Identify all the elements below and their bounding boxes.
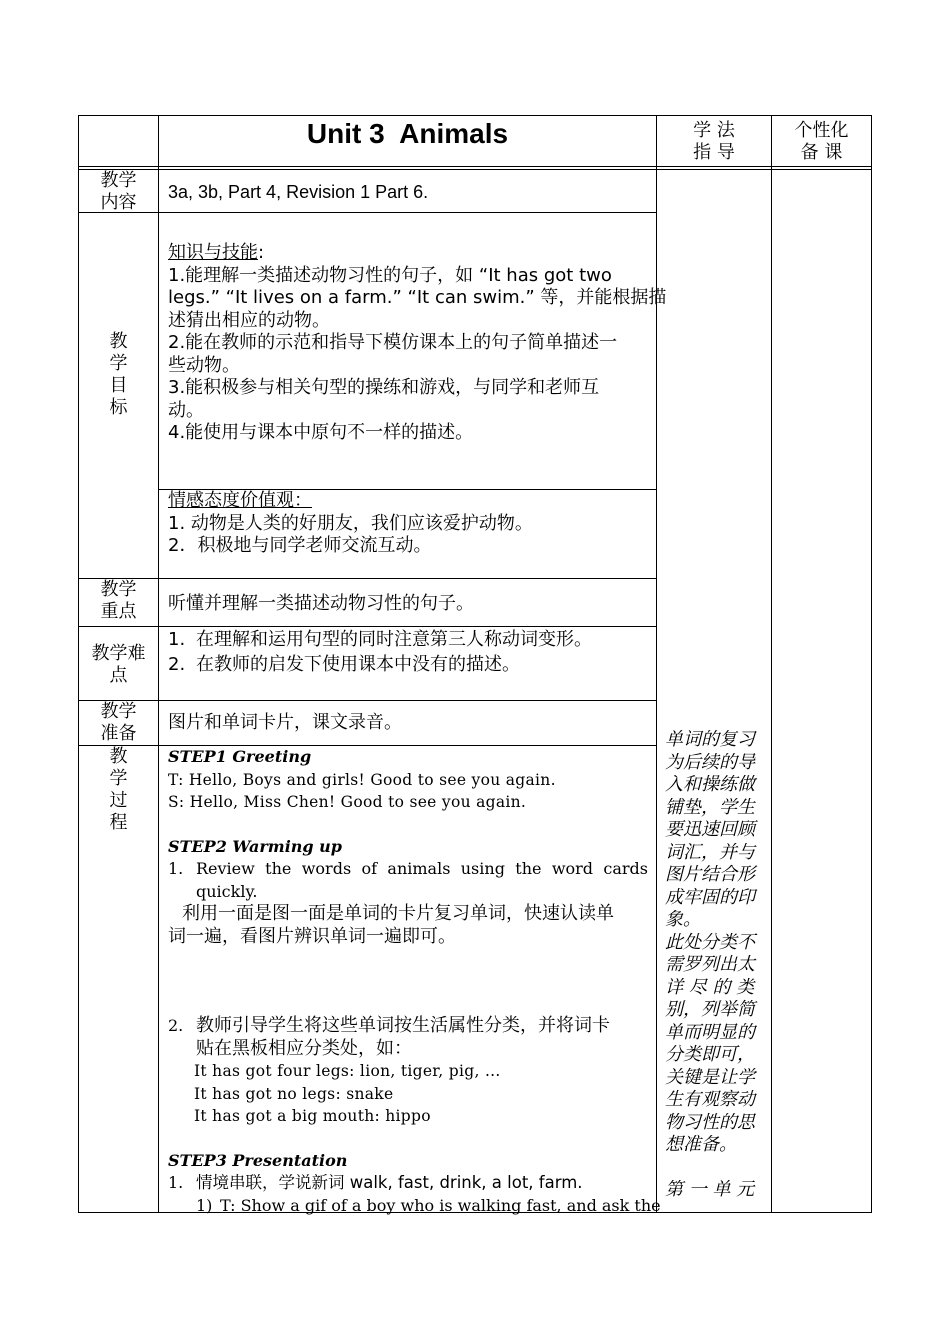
personal-column-header <box>772 120 871 164</box>
guide-note-line <box>665 1157 765 1180</box>
rule-header-bottom-2 <box>78 169 872 170</box>
knowledge-line: 动。 <box>168 399 204 421</box>
content-label-line-2: 内容 <box>100 192 137 213</box>
rule-content-bottom <box>78 212 656 213</box>
guide-note-line: 分类即可， <box>665 1044 755 1065</box>
rule-right <box>871 115 872 1212</box>
difficulties-list <box>168 627 648 677</box>
personal-header-line-2: 备 课 <box>800 142 843 163</box>
process-label <box>79 746 158 834</box>
knowledge-section <box>168 242 667 445</box>
step3-sub-1-text: T: Show a gif of a boy who is walking fast, and ask the <box>220 1195 661 1215</box>
knowledge-heading: 知识与技能 <box>168 242 258 263</box>
guide-header-line-2: 指 导 <box>693 142 735 163</box>
process-label-char: 程 <box>109 812 128 833</box>
rule-objectives-bottom <box>78 578 656 579</box>
guide-note-line: 图片结合形 <box>665 864 755 885</box>
keypoints-label-line-2: 重点 <box>100 601 137 622</box>
guide-note-line: 单而明显的 <box>665 1021 755 1043</box>
guide-note-line: 关键是让学 <box>665 1066 755 1088</box>
content-label-line-1: 教学 <box>100 170 137 191</box>
guide-note-line: 物习性的思 <box>665 1111 755 1133</box>
guide-note-line: 想准备。 <box>665 1134 737 1155</box>
step3-title: STEP3 Presentation <box>168 1150 348 1170</box>
content-text: 3a, 3b, Part 4, Revision 1 Part 6. <box>168 182 429 202</box>
preparation-label <box>79 701 158 745</box>
step1-title: STEP1 Greeting <box>168 747 312 766</box>
objectives-label-char: 目 <box>109 375 128 396</box>
difficulties-label-line-2: 点 <box>109 665 128 686</box>
knowledge-line: 1.能理解一类描述动物习性的句子，如 “It has got two <box>168 264 612 286</box>
process-content <box>168 746 661 1217</box>
step3-sub-1-num: 1) <box>196 1195 213 1215</box>
process-label-char: 过 <box>109 790 128 811</box>
step2-item-1-cn-line-1: 利用一面是图一面是单词的卡片复习单词，快速认读单 <box>182 903 614 924</box>
rule-guide-col <box>656 115 657 1212</box>
rule-difficulties-bottom <box>78 700 656 701</box>
example-line: It has got no legs: snake <box>194 1084 394 1103</box>
step2-item-1-line-1: Review the words of animals using the word cards <box>196 859 648 878</box>
attitude-line: 1. 动物是人类的好朋友，我们应该爱护动物。 <box>168 512 533 534</box>
guide-note-line: 为后续的导 <box>665 751 755 773</box>
guide-note-line: 成牢固的印 <box>665 886 755 908</box>
objectives-label-char: 教 <box>109 331 128 352</box>
difficulties-label <box>79 643 158 687</box>
preparation-text: 图片和单词卡片，课文录音。 <box>168 712 402 733</box>
personal-header-line-1: 个性化 <box>794 120 849 141</box>
step2-item-2-num: 2. <box>168 1016 184 1035</box>
keypoints-label-line-1: 教学 <box>100 579 137 600</box>
knowledge-line: 2.能在教师的示范和指导下模仿课本上的句子简单描述一 <box>168 332 618 353</box>
step2-item-2 <box>168 1015 648 1060</box>
example-line: It has got four legs: lion, tiger, pig, … <box>194 1062 501 1080</box>
step2-item-1-num: 1. <box>168 859 184 878</box>
step2-item-1-line-2: quickly. <box>196 881 258 901</box>
keypoints-label <box>79 579 158 623</box>
attitude-line: 2．积极地与同学老师交流互动。 <box>168 535 432 556</box>
difficulty-text: 在教师的启发下使用课本中没有的描述。 <box>196 654 520 675</box>
rule-header-bottom-1 <box>78 166 872 167</box>
difficulty-num: 1. <box>168 629 186 650</box>
step2-item-1 <box>168 858 648 903</box>
guide-note-line: 别，列举简 <box>665 999 755 1020</box>
guide-header-line-1: 学 法 <box>693 120 735 141</box>
guide-note-line: 铺垫，学生 <box>665 796 755 818</box>
guide-note-line: 象。 <box>665 909 701 930</box>
knowledge-line: 3.能积极参与相关句型的操练和游戏，与同学和老师互 <box>168 377 600 398</box>
attitude-heading: 情感态度价值观： <box>168 490 312 511</box>
step2-item-1-cn-line-2: 词一遍，看图片辨识单词一遍即可。 <box>168 925 456 947</box>
step3-item-1 <box>168 1172 648 1195</box>
guide-note-line: 需罗列出太 <box>665 954 755 975</box>
page-title: Unit 3 Animals <box>306 118 509 149</box>
knowledge-line: 些动物。 <box>168 354 240 376</box>
process-label-char: 学 <box>109 768 128 789</box>
rule-personal-col <box>771 115 772 1212</box>
objectives-label <box>79 331 158 419</box>
guide-note-line: 词汇，并与 <box>665 841 755 863</box>
difficulty-num: 2. <box>168 654 186 675</box>
difficulties-label-line-1: 教学难 <box>91 643 146 664</box>
step3-sub-1 <box>168 1195 661 1218</box>
guide-note-line: 详 尽 的 类 <box>665 976 755 998</box>
guide-note-line: 单词的复习 <box>665 729 755 750</box>
step3-item-1-text: 情境串联，学说新词 walk, fast, drink, a lot, farm. <box>196 1173 583 1192</box>
step1-line: T: Hello, Boys and girls! Good to see you again. <box>168 770 556 789</box>
difficulty-text: 在理解和运用句型的同时注意第三人称动词变形。 <box>196 629 592 650</box>
process-label-char: 教 <box>109 746 128 767</box>
guide-notes <box>665 729 765 1202</box>
knowledge-line: 4.能使用与课本中原句不一样的描述。 <box>168 422 474 443</box>
preparation-label-line-2: 准备 <box>100 723 137 744</box>
attitude-section <box>168 490 648 558</box>
guide-note-line: 此处分类不 <box>665 931 755 953</box>
knowledge-heading-colon: : <box>258 242 265 263</box>
guide-note-line: 入和操练做 <box>665 774 755 795</box>
step2-item-2-line-2: 贴在黑板相应分类处，如： <box>196 1037 412 1059</box>
difficulty-item <box>168 652 648 677</box>
knowledge-line: legs.” “It lives on a farm.” “It can swim.” 等，并能根据描 <box>168 287 667 308</box>
guide-note-line: 要迅速回顾 <box>665 819 755 840</box>
keypoints-text: 听懂并理解一类描述动物习性的句子。 <box>168 593 474 614</box>
guide-note-line-last: 第 一 单 元 <box>665 1179 755 1200</box>
step3-item-1-num: 1. <box>168 1173 184 1192</box>
preparation-label-line-1: 教学 <box>100 701 137 722</box>
knowledge-heading-row <box>168 242 648 265</box>
guide-column-header <box>657 120 771 164</box>
knowledge-line: 述猜出相应的动物。 <box>168 309 330 331</box>
objectives-label-char: 标 <box>109 397 128 418</box>
example-line: It has got a big mouth: hippo <box>194 1107 431 1125</box>
rule-label-col <box>158 115 159 1212</box>
content-label <box>79 170 158 214</box>
step2-item-2-line-1: 教师引导学生将这些单词按生活属性分类，并将词卡 <box>196 1015 610 1036</box>
difficulty-item <box>168 627 648 652</box>
step1-line: S: Hello, Miss Chen! Good to see you again. <box>168 793 527 811</box>
guide-note-line: 生有观察动 <box>665 1089 755 1110</box>
objectives-label-char: 学 <box>109 353 128 374</box>
step2-title: STEP2 Warming up <box>168 836 342 856</box>
